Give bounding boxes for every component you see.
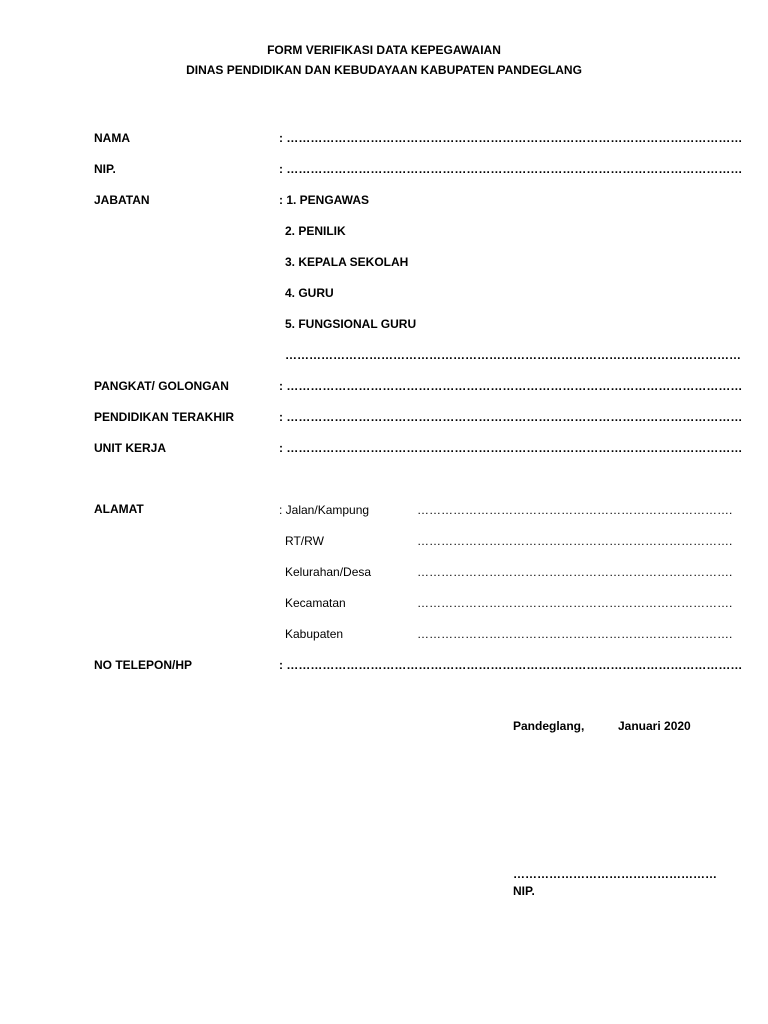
telepon-field[interactable]: : …………………………………………………………………………………………………… <box>279 658 743 672</box>
signature-line[interactable]: …………………………………………… <box>513 867 717 881</box>
nip-label: NIP. <box>94 162 116 176</box>
jabatan-option-kepala-sekolah[interactable]: 3. KEPALA SEKOLAH <box>285 255 409 269</box>
nama-field[interactable]: : …………………………………………………………………………………………………… <box>279 131 743 145</box>
alamat-rtrw-label: RT/RW <box>285 534 324 548</box>
alamat-rtrw-field[interactable]: ……………………………………………………………………. <box>417 534 733 548</box>
alamat-jalan-field[interactable]: ……………………………………………………………………. <box>417 503 733 517</box>
form-subtitle: DINAS PENDIDIKAN DAN KEBUDAYAAN KABUPATEN PANDEGLANG <box>186 63 582 77</box>
nama-label: NAMA <box>94 131 130 145</box>
pangkat-label: PANGKAT/ GOLONGAN <box>94 379 229 393</box>
unit-kerja-label: UNIT KERJA <box>94 441 167 455</box>
pendidikan-label: PENDIDIKAN TERAKHIR <box>94 410 235 424</box>
nip-field[interactable]: : …………………………………………………………………………………………………… <box>279 162 743 176</box>
alamat-kelurahan-field[interactable]: ……………………………………………………………………. <box>417 565 733 579</box>
telepon-label: NO TELEPON/HP <box>94 658 193 672</box>
jabatan-option-pengawas[interactable]: : 1. PENGAWAS <box>279 193 370 207</box>
alamat-kecamatan-label: Kecamatan <box>285 596 346 610</box>
alamat-kabupaten-field[interactable]: ……………………………………………………………………. <box>417 627 733 641</box>
form-title: FORM VERIFIKASI DATA KEPEGAWAIAN <box>267 43 501 57</box>
jabatan-label: JABATAN <box>94 193 150 207</box>
unit-kerja-field[interactable]: : …………………………………………………………………………………………………… <box>279 441 743 455</box>
alamat-jalan-label: : Jalan/Kampung <box>279 503 370 517</box>
jabatan-option-guru[interactable]: 4. GURU <box>285 286 334 300</box>
alamat-kelurahan-label: Kelurahan/Desa <box>285 565 372 579</box>
signature-nip-label: NIP. <box>513 884 535 898</box>
signature-place: Pandeglang, <box>513 719 585 733</box>
jabatan-other-field[interactable]: …………………………………………………………………………………………………… <box>285 348 741 362</box>
alamat-label: ALAMAT <box>94 502 144 516</box>
pendidikan-field[interactable]: : …………………………………………………………………………………………………… <box>279 410 743 424</box>
jabatan-option-fungsional-guru[interactable]: 5. FUNGSIONAL GURU <box>285 317 417 331</box>
alamat-kecamatan-field[interactable]: ……………………………………………………………………. <box>417 596 733 610</box>
signature-date: Januari 2020 <box>618 719 691 733</box>
alamat-kabupaten-label: Kabupaten <box>285 627 344 641</box>
pangkat-field[interactable]: : …………………………………………………………………………………………………… <box>279 379 743 393</box>
jabatan-option-penilik[interactable]: 2. PENILIK <box>285 224 346 238</box>
